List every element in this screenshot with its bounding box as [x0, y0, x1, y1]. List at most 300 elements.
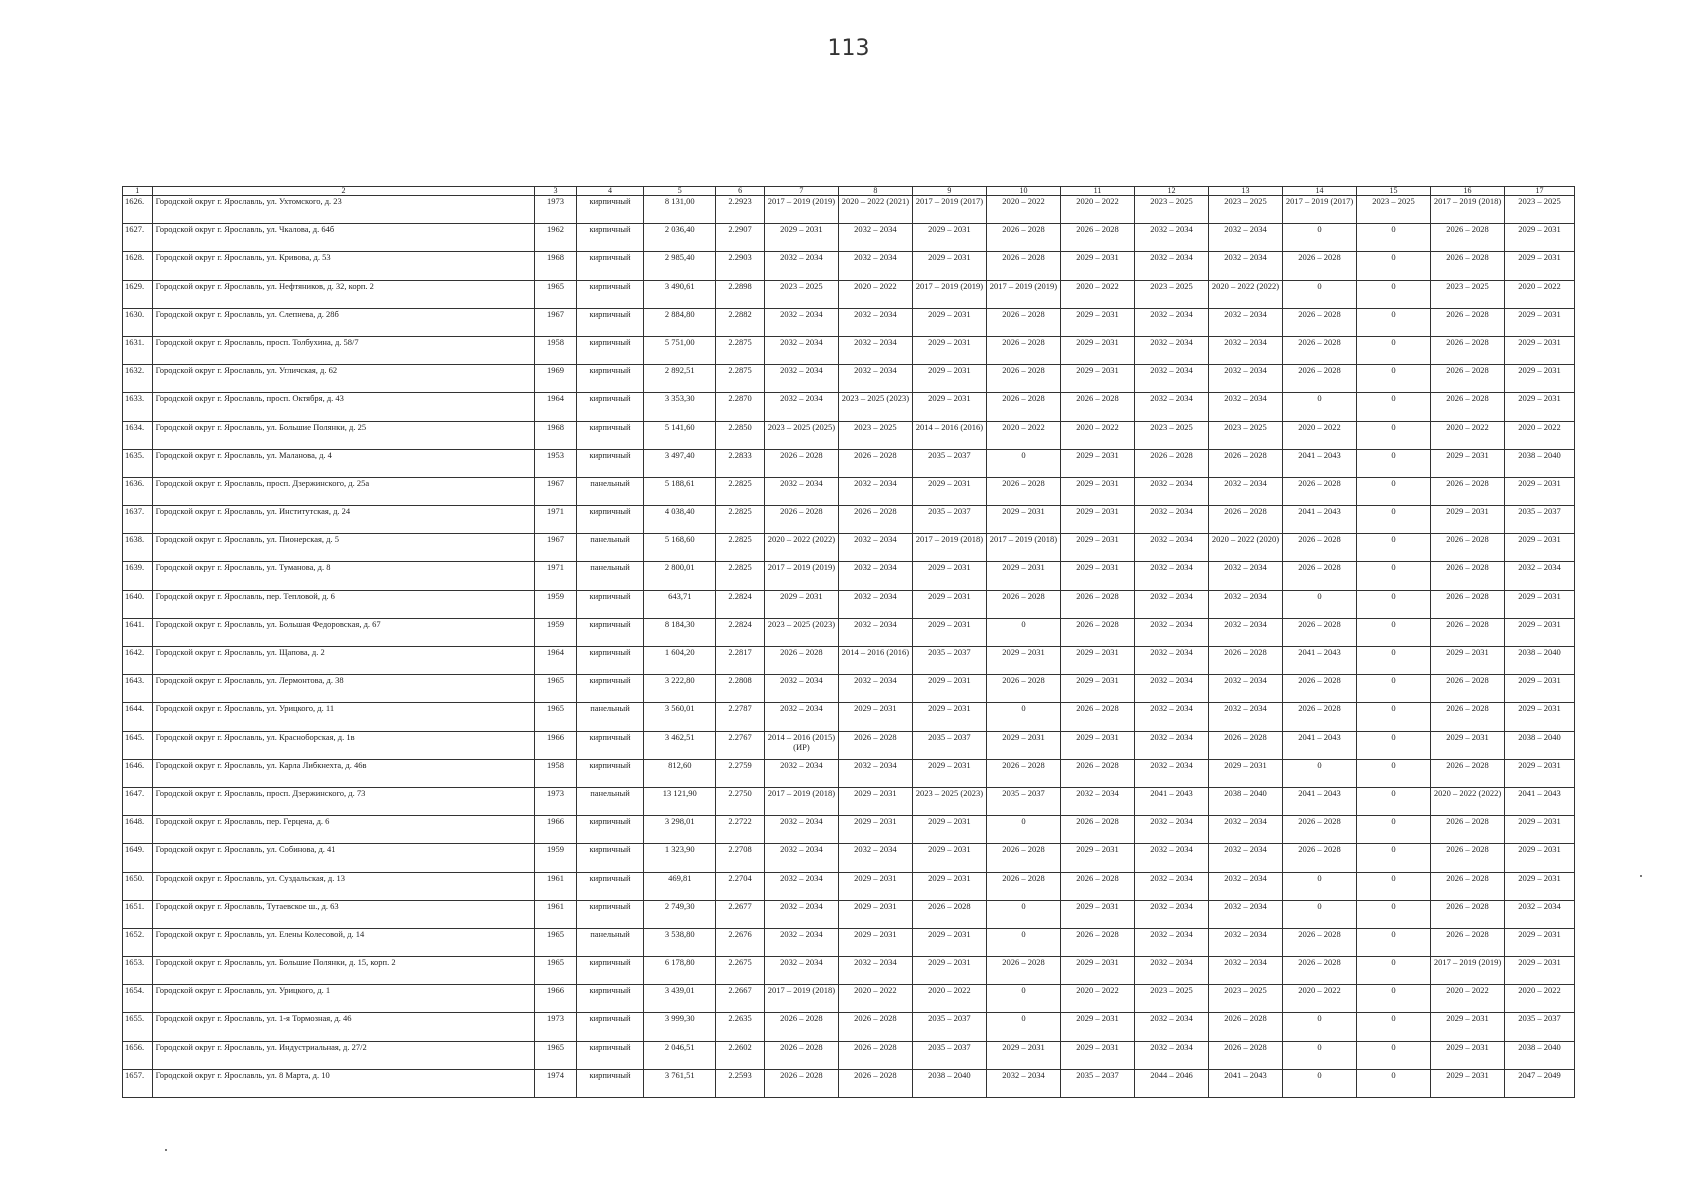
table-cell: 2026 – 2028: [1060, 618, 1134, 646]
table-cell: 2038 – 2040: [1505, 731, 1575, 759]
table-cell: 2026 – 2028: [986, 844, 1060, 872]
column-header: 1: [123, 187, 153, 196]
table-cell: 2029 – 2031: [912, 759, 986, 787]
table-cell: 2029 – 2031: [1431, 1069, 1505, 1097]
table-cell: 0: [986, 703, 1060, 731]
column-header: 6: [716, 187, 765, 196]
table-cell: 0: [1283, 872, 1357, 900]
address-cell: Городской округ г. Ярославль, просп. Дзержинского, д. 25а: [152, 477, 535, 505]
row-number-cell: 1633.: [123, 393, 153, 421]
table-cell: кирпичный: [576, 1069, 644, 1097]
row-number-cell: 1657.: [123, 1069, 153, 1097]
table-cell: 2032 – 2034: [1134, 336, 1208, 364]
row-number-cell: 1631.: [123, 336, 153, 364]
address-cell: Городской округ г. Ярославль, ул. Лермонтова, д. 38: [152, 675, 535, 703]
table-cell: 2020 – 2022 (2022): [1431, 787, 1505, 815]
table-cell: 2026 – 2028: [1283, 816, 1357, 844]
table-cell: 2029 – 2031: [1060, 1013, 1134, 1041]
table-cell: 2023 – 2025: [1431, 280, 1505, 308]
table-cell: 2014 – 2016 (2015)(ИР): [764, 731, 838, 759]
table-cell: 2014 – 2016 (2016): [838, 647, 912, 675]
column-header: 5: [644, 187, 716, 196]
table-cell: 2023 – 2025: [764, 280, 838, 308]
table-cell: 2026 – 2028: [764, 1069, 838, 1097]
table-cell: 2029 – 2031: [838, 900, 912, 928]
table-cell: 2029 – 2031: [1060, 365, 1134, 393]
table-cell: 2.2923: [716, 196, 765, 224]
table-cell: 2038 – 2040: [1505, 647, 1575, 675]
table-cell: кирпичный: [576, 844, 644, 872]
row-number-cell: 1626.: [123, 196, 153, 224]
table-cell: панельный: [576, 928, 644, 956]
table-cell: 2026 – 2028: [1060, 759, 1134, 787]
table-cell: 2035 – 2037: [912, 1013, 986, 1041]
row-number-cell: 1643.: [123, 675, 153, 703]
table-cell: 2026 – 2028: [986, 365, 1060, 393]
table-cell: 2029 – 2031: [838, 872, 912, 900]
table-cell: 0: [986, 816, 1060, 844]
table-cell: 1967: [535, 534, 576, 562]
table-cell: 2026 – 2028: [1208, 647, 1282, 675]
table-cell: кирпичный: [576, 647, 644, 675]
table-cell: 2032 – 2034: [1505, 562, 1575, 590]
address-cell: Городской округ г. Ярославль, ул. 1-я Тормозная, д. 46: [152, 1013, 535, 1041]
table-cell: панельный: [576, 703, 644, 731]
table-cell: 2029 – 2031: [912, 675, 986, 703]
table-cell: 2026 – 2028: [986, 957, 1060, 985]
table-cell: 0: [1283, 590, 1357, 618]
row-number-cell: 1648.: [123, 816, 153, 844]
table-row: [123, 224, 1575, 252]
table-cell: 2026 – 2028: [1283, 844, 1357, 872]
table-cell: 4 038,40: [644, 506, 716, 534]
table-cell: кирпичный: [576, 252, 644, 280]
table-cell: 0: [986, 1013, 1060, 1041]
table-cell: 2029 – 2031: [912, 252, 986, 280]
table-cell: 0: [986, 618, 1060, 646]
table-cell: 1961: [535, 900, 576, 928]
table-cell: 2032 – 2034: [838, 477, 912, 505]
table-cell: 2.2903: [716, 252, 765, 280]
table-cell: 2.2676: [716, 928, 765, 956]
table-cell: 2032 – 2034: [1208, 252, 1282, 280]
table-cell: 2026 – 2028: [1208, 1013, 1282, 1041]
table-cell: 2029 – 2031: [1505, 308, 1575, 336]
table-cell: 1968: [535, 421, 576, 449]
table-cell: 2029 – 2031: [986, 1041, 1060, 1069]
table-cell: 2029 – 2031: [1505, 928, 1575, 956]
table-cell: 2032 – 2034: [838, 224, 912, 252]
table-cell: 2.2635: [716, 1013, 765, 1041]
table-cell: 2029 – 2031: [912, 562, 986, 590]
table-cell: 2032 – 2034: [764, 816, 838, 844]
table-cell: 2029 – 2031: [1060, 957, 1134, 985]
table-cell: 2029 – 2031: [912, 477, 986, 505]
table-cell: 8 131,00: [644, 196, 716, 224]
table-cell: 2029 – 2031: [1505, 844, 1575, 872]
table-cell: 469,81: [644, 872, 716, 900]
table-cell: 2026 – 2028: [764, 647, 838, 675]
table-row: [123, 506, 1575, 534]
table-cell: 1966: [535, 816, 576, 844]
table-cell: 2.2722: [716, 816, 765, 844]
table-cell: 0: [1357, 449, 1431, 477]
table-cell: 2.2817: [716, 647, 765, 675]
table-cell: 2032 – 2034: [838, 675, 912, 703]
table-cell: панельный: [576, 534, 644, 562]
table-cell: 2026 – 2028: [986, 252, 1060, 280]
table-body: [123, 196, 1575, 1098]
table-cell: 2032 – 2034: [1134, 957, 1208, 985]
table-cell: 3 999,30: [644, 1013, 716, 1041]
column-header: 17: [1505, 187, 1575, 196]
table-row: [123, 647, 1575, 675]
table-cell: 2023 – 2025 (2023): [912, 787, 986, 815]
table-cell: 2026 – 2028: [1431, 224, 1505, 252]
table-cell: 2014 – 2016 (2016): [912, 421, 986, 449]
table-cell: 2032 – 2034: [1208, 336, 1282, 364]
table-cell: 13 121,90: [644, 787, 716, 815]
table-cell: 2032 – 2034: [1134, 675, 1208, 703]
table-cell: 2017 – 2019 (2018): [764, 985, 838, 1013]
table-cell: 2029 – 2031: [1060, 308, 1134, 336]
table-header: [123, 187, 1575, 196]
table-cell: 2032 – 2034: [838, 308, 912, 336]
row-number-cell: 1632.: [123, 365, 153, 393]
table-cell: 1959: [535, 590, 576, 618]
table-cell: 2029 – 2031: [1060, 647, 1134, 675]
column-header: 13: [1208, 187, 1282, 196]
table-cell: 2026 – 2028: [764, 506, 838, 534]
table-cell: 2029 – 2031: [1060, 731, 1134, 759]
table-cell: 2.2825: [716, 506, 765, 534]
table-cell: панельный: [576, 787, 644, 815]
table-cell: 2038 – 2040: [1505, 1041, 1575, 1069]
table-cell: 2023 – 2025: [1208, 196, 1282, 224]
table-cell: 2017 – 2019 (2017): [912, 196, 986, 224]
table-cell: 2020 – 2022 (2022): [764, 534, 838, 562]
table-cell: 2029 – 2031: [1505, 957, 1575, 985]
table-cell: 2026 – 2028: [986, 477, 1060, 505]
table-cell: кирпичный: [576, 224, 644, 252]
table-row: [123, 844, 1575, 872]
table-cell: 2029 – 2031: [1060, 477, 1134, 505]
table-cell: 2029 – 2031: [764, 224, 838, 252]
address-cell: Городской округ г. Ярославль, ул. Индустриальная, д. 27/2: [152, 1041, 535, 1069]
table-cell: 2032 – 2034: [986, 1069, 1060, 1097]
table-cell: 2032 – 2034: [1134, 224, 1208, 252]
table-cell: 2032 – 2034: [764, 477, 838, 505]
table-cell: 2032 – 2034: [1208, 816, 1282, 844]
table-cell: 2.2675: [716, 957, 765, 985]
table-cell: 643,71: [644, 590, 716, 618]
table-cell: 2041 – 2043: [1283, 787, 1357, 815]
table-cell: 5 141,60: [644, 421, 716, 449]
row-number-cell: 1641.: [123, 618, 153, 646]
table-row: [123, 957, 1575, 985]
table-cell: 2.2759: [716, 759, 765, 787]
table-cell: 3 462,51: [644, 731, 716, 759]
table-cell: 2026 – 2028: [1431, 675, 1505, 703]
table-cell: 2 036,40: [644, 224, 716, 252]
table-cell: 0: [1357, 985, 1431, 1013]
table-cell: 2020 – 2022: [986, 196, 1060, 224]
table-cell: 2017 – 2019 (2018): [1431, 196, 1505, 224]
table-cell: 2026 – 2028: [1431, 252, 1505, 280]
table-cell: 2026 – 2028: [1431, 534, 1505, 562]
table-cell: 2029 – 2031: [912, 590, 986, 618]
row-number-cell: 1639.: [123, 562, 153, 590]
table-cell: 2032 – 2034: [838, 252, 912, 280]
table-cell: 2032 – 2034: [1208, 844, 1282, 872]
table-cell: 2 046,51: [644, 1041, 716, 1069]
table-cell: 2.2704: [716, 872, 765, 900]
column-header: 10: [986, 187, 1060, 196]
table-cell: 2023 – 2025: [838, 421, 912, 449]
table-row: [123, 1013, 1575, 1041]
table-cell: 2026 – 2028: [912, 900, 986, 928]
table-cell: 0: [1357, 872, 1431, 900]
table-cell: 2020 – 2022: [1505, 985, 1575, 1013]
table-cell: кирпичный: [576, 449, 644, 477]
table-cell: 2032 – 2034: [764, 252, 838, 280]
row-number-cell: 1630.: [123, 308, 153, 336]
table-row: [123, 703, 1575, 731]
table-cell: 2026 – 2028: [986, 590, 1060, 618]
table-cell: 0: [1283, 393, 1357, 421]
table-cell: 2032 – 2034: [1134, 647, 1208, 675]
table-cell: 1965: [535, 957, 576, 985]
table-cell: 2026 – 2028: [1431, 393, 1505, 421]
address-cell: Городской округ г. Ярославль, ул. Большая Федоровская, д. 67: [152, 618, 535, 646]
table-cell: кирпичный: [576, 1041, 644, 1069]
table-row: [123, 816, 1575, 844]
table-cell: 2.2870: [716, 393, 765, 421]
table-cell: 2.2825: [716, 477, 765, 505]
table-cell: 2.2882: [716, 308, 765, 336]
table-cell: 2017 – 2019 (2019): [764, 562, 838, 590]
table-row: [123, 393, 1575, 421]
table-cell: 2.2833: [716, 449, 765, 477]
table-cell: 2017 – 2019 (2018): [986, 534, 1060, 562]
table-cell: 2023 – 2025 (2023): [838, 393, 912, 421]
table-cell: 2 749,30: [644, 900, 716, 928]
table-cell: 0: [1357, 816, 1431, 844]
table-cell: 0: [1283, 759, 1357, 787]
table-cell: 2038 – 2040: [912, 1069, 986, 1097]
table-cell: 2026 – 2028: [1431, 336, 1505, 364]
table-cell: 2032 – 2034: [764, 336, 838, 364]
table-cell: 2029 – 2031: [1060, 1041, 1134, 1069]
table-cell: 2.2677: [716, 900, 765, 928]
table-cell: 0: [1357, 336, 1431, 364]
table-cell: 2032 – 2034: [1208, 928, 1282, 956]
table-cell: 2026 – 2028: [1060, 703, 1134, 731]
table-cell: 2017 – 2019 (2019): [986, 280, 1060, 308]
table-cell: 0: [1357, 928, 1431, 956]
table-row: [123, 421, 1575, 449]
table-cell: 2029 – 2031: [1060, 449, 1134, 477]
table-cell: 2032 – 2034: [1134, 872, 1208, 900]
table-cell: 2029 – 2031: [912, 816, 986, 844]
table-cell: 2026 – 2028: [986, 224, 1060, 252]
table-cell: 2020 – 2022 (2021): [838, 196, 912, 224]
table-cell: 2029 – 2031: [986, 562, 1060, 590]
table-cell: 2026 – 2028: [764, 449, 838, 477]
table-cell: 0: [1357, 421, 1431, 449]
table-cell: 2029 – 2031: [1060, 844, 1134, 872]
table-cell: кирпичный: [576, 759, 644, 787]
table-cell: кирпичный: [576, 308, 644, 336]
table-row: [123, 477, 1575, 505]
table-cell: кирпичный: [576, 280, 644, 308]
table-cell: 2017 – 2019 (2017): [1283, 196, 1357, 224]
table-cell: 0: [1357, 252, 1431, 280]
table-cell: 2029 – 2031: [912, 365, 986, 393]
table-cell: 2041 – 2043: [1283, 506, 1357, 534]
table-cell: 1958: [535, 336, 576, 364]
address-cell: Городской округ г. Ярославль, просп. Толбухина, д. 58/7: [152, 336, 535, 364]
table-cell: 2.2875: [716, 365, 765, 393]
table-cell: кирпичный: [576, 731, 644, 759]
row-number-cell: 1635.: [123, 449, 153, 477]
row-number-cell: 1654.: [123, 985, 153, 1013]
column-header: 4: [576, 187, 644, 196]
address-cell: Городской округ г. Ярославль, ул. Институтская, д. 24: [152, 506, 535, 534]
table-cell: 2023 – 2025: [1357, 196, 1431, 224]
table-cell: 0: [1357, 506, 1431, 534]
row-number-cell: 1649.: [123, 844, 153, 872]
table-cell: 1965: [535, 280, 576, 308]
table-cell: 2035 – 2037: [912, 506, 986, 534]
table-cell: 2026 – 2028: [1283, 957, 1357, 985]
table-cell: 2035 – 2037: [912, 647, 986, 675]
table-cell: кирпичный: [576, 872, 644, 900]
register-table: [122, 186, 1575, 1098]
row-number-cell: 1651.: [123, 900, 153, 928]
table-cell: 2020 – 2022 (2022): [1208, 280, 1282, 308]
address-cell: Городской округ г. Ярославль, ул. Нефтяников, д. 32, корп. 2: [152, 280, 535, 308]
table-cell: 2029 – 2031: [1505, 477, 1575, 505]
table-cell: 3 298,01: [644, 816, 716, 844]
table-cell: 3 538,80: [644, 928, 716, 956]
row-number-cell: 1636.: [123, 477, 153, 505]
table-cell: 1965: [535, 1041, 576, 1069]
table-cell: 2029 – 2031: [1505, 759, 1575, 787]
table-cell: 2032 – 2034: [764, 675, 838, 703]
table-cell: 2026 – 2028: [1283, 534, 1357, 562]
table-cell: 2026 – 2028: [1208, 506, 1282, 534]
table-cell: 2032 – 2034: [1134, 308, 1208, 336]
table-cell: 2032 – 2034: [1134, 506, 1208, 534]
table-cell: 2020 – 2022: [1060, 196, 1134, 224]
table-cell: 0: [1283, 1041, 1357, 1069]
table-cell: 2026 – 2028: [1060, 928, 1134, 956]
table-cell: 2029 – 2031: [912, 308, 986, 336]
table-cell: 5 168,60: [644, 534, 716, 562]
address-cell: Городской округ г. Ярославль, ул. Кривова, д. 53: [152, 252, 535, 280]
table-cell: кирпичный: [576, 1013, 644, 1041]
table-cell: 2026 – 2028: [1283, 477, 1357, 505]
table-cell: 0: [1357, 759, 1431, 787]
table-cell: 2038 – 2040: [1505, 449, 1575, 477]
table-cell: 2020 – 2022: [1060, 985, 1134, 1013]
table-row: [123, 872, 1575, 900]
table-cell: 2023 – 2025: [1134, 280, 1208, 308]
table-cell: 0: [1357, 365, 1431, 393]
table-cell: 2029 – 2031: [1431, 647, 1505, 675]
address-cell: Городской округ г. Ярославль, ул. 8 Марта, д. 10: [152, 1069, 535, 1097]
row-number-cell: 1647.: [123, 787, 153, 815]
table-cell: 2032 – 2034: [1208, 393, 1282, 421]
table-cell: 3 497,40: [644, 449, 716, 477]
table-cell: 2032 – 2034: [1208, 308, 1282, 336]
row-number-cell: 1628.: [123, 252, 153, 280]
table-cell: 0: [1357, 308, 1431, 336]
table-cell: 2032 – 2034: [1134, 844, 1208, 872]
table-cell: 2029 – 2031: [1060, 506, 1134, 534]
table-cell: 2 884,80: [644, 308, 716, 336]
table-cell: 1973: [535, 196, 576, 224]
table-row: [123, 196, 1575, 224]
table-cell: 2026 – 2028: [986, 393, 1060, 421]
table-cell: 2020 – 2022: [838, 280, 912, 308]
table-cell: 2032 – 2034: [1134, 1041, 1208, 1069]
table-cell: 2023 – 2025: [1134, 421, 1208, 449]
table-cell: 2.2808: [716, 675, 765, 703]
table-cell: 1959: [535, 844, 576, 872]
table-cell: 2023 – 2025: [1208, 421, 1282, 449]
table-cell: 0: [986, 449, 1060, 477]
table-cell: 2032 – 2034: [1208, 957, 1282, 985]
table-cell: 2026 – 2028: [986, 308, 1060, 336]
table-cell: 2032 – 2034: [1208, 590, 1282, 618]
address-cell: Городской округ г. Ярославль, ул. Туманова, д. 8: [152, 562, 535, 590]
table-cell: кирпичный: [576, 506, 644, 534]
table-cell: 2032 – 2034: [1134, 477, 1208, 505]
table-row: [123, 590, 1575, 618]
table-cell: 2.2787: [716, 703, 765, 731]
table-cell: 0: [1357, 1041, 1431, 1069]
table-cell: 2023 – 2025: [1134, 985, 1208, 1013]
table-cell: 0: [1357, 647, 1431, 675]
table-cell: 1965: [535, 703, 576, 731]
address-cell: Городской округ г. Ярославль, ул. Маланова, д. 4: [152, 449, 535, 477]
row-number-cell: 1634.: [123, 421, 153, 449]
table-cell: 2032 – 2034: [838, 365, 912, 393]
table-cell: 0: [1357, 562, 1431, 590]
table-cell: 0: [1357, 618, 1431, 646]
table-row: [123, 759, 1575, 787]
table-cell: 2026 – 2028: [1060, 224, 1134, 252]
table-cell: 2026 – 2028: [838, 731, 912, 759]
table-cell: кирпичный: [576, 957, 644, 985]
table-cell: 2.2602: [716, 1041, 765, 1069]
table-cell: 2029 – 2031: [1505, 590, 1575, 618]
table-cell: 2032 – 2034: [1208, 365, 1282, 393]
table-cell: 2041 – 2043: [1283, 449, 1357, 477]
table-cell: 2017 – 2019 (2018): [764, 787, 838, 815]
address-cell: Городской округ г. Ярославль, ул. Суздальская, д. 13: [152, 872, 535, 900]
table-cell: 0: [1357, 703, 1431, 731]
table-cell: 2029 – 2031: [986, 647, 1060, 675]
address-cell: Городской округ г. Ярославль, просп. Октября, д. 43: [152, 393, 535, 421]
address-cell: Городской округ г. Ярославль, ул. Собинова, д. 41: [152, 844, 535, 872]
table-cell: 0: [986, 985, 1060, 1013]
table-cell: 2026 – 2028: [986, 872, 1060, 900]
table-row: [123, 787, 1575, 815]
table-cell: кирпичный: [576, 985, 644, 1013]
